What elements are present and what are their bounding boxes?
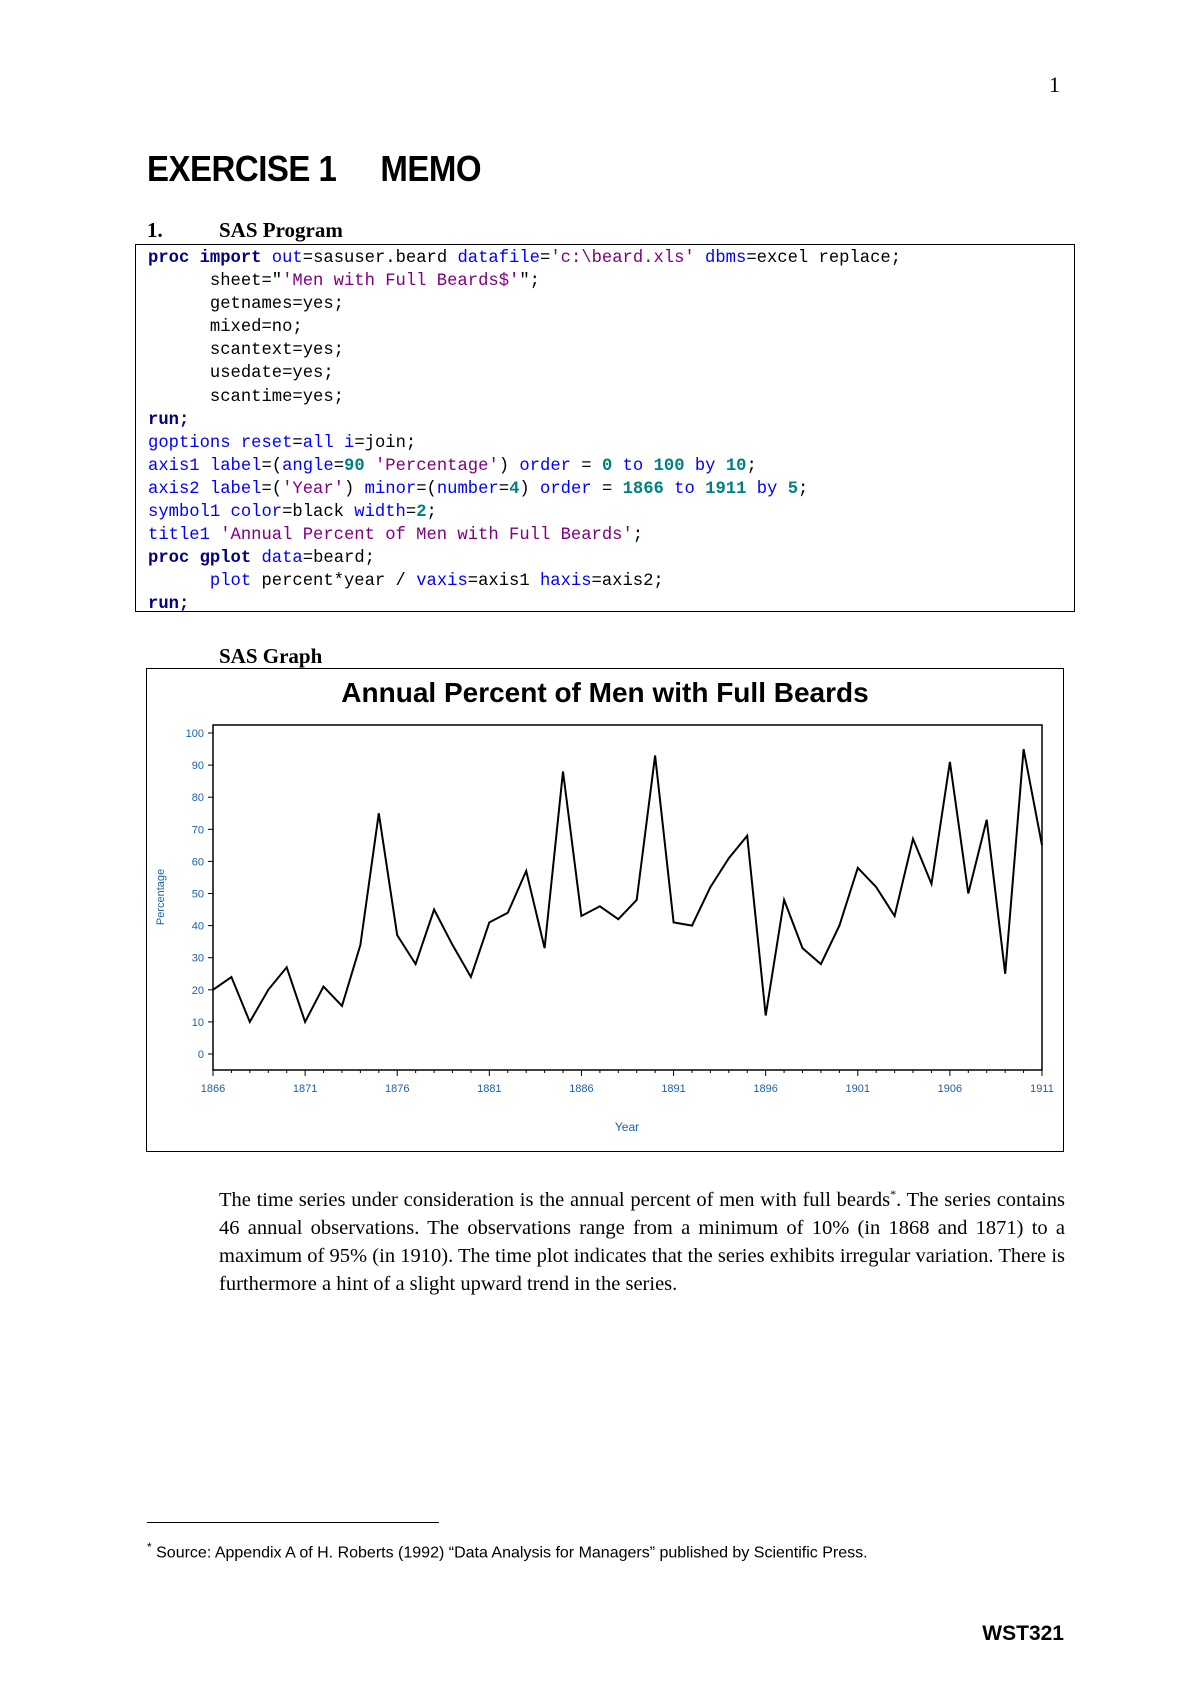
footnote-symbol: * [147,1540,152,1554]
y-tick-label: 50 [191,888,204,901]
code-line-9: goptions reset=all i=join; [148,433,417,453]
code-line-5: scantext=yes; [148,341,344,361]
exercise-heading [147,148,481,190]
page-number: 1 [1049,72,1060,97]
code-line-7: scantime=yes; [148,387,344,407]
y-tick-label: 60 [191,856,204,869]
code-line-15: plot percent*year / vaxis=axis1 haxis=axis2; [148,572,664,592]
sas-graph-label: SAS Graph [219,644,323,668]
y-tick-label: 80 [191,792,204,805]
x-tick-label: 1891 [661,1083,686,1095]
x-axis-label: Year [614,1120,640,1134]
y-tick-label: 0 [197,1049,204,1061]
course-code: WST321 [982,1622,1064,1645]
sas-code-box [135,244,1075,615]
x-tick-label: 1866 [200,1083,226,1095]
x-tick-label: 1871 [292,1083,318,1095]
section-number: 1. [147,218,163,242]
description-paragraph [219,1180,1065,1298]
sas-graph-frame [146,668,1064,1152]
code-line-8: run; [148,410,190,430]
footnote-marker: * [890,1187,897,1201]
footnote-text: Source: Appendix A of H. Roberts (1992) “Data Analysis for Managers” published by Scientific Press. [151,1544,868,1562]
footnote [147,1540,868,1562]
x-tick-label: 1901 [845,1083,871,1095]
sas-code [148,247,1074,617]
y-tick-label: 90 [191,760,204,773]
x-tick-label: 1911 [1030,1083,1054,1095]
heading-part2: MEMO [380,148,482,189]
footnote-divider [147,1522,439,1523]
code-line-12: symbol1 color=black width=2; [148,503,437,523]
y-axis [186,728,213,1061]
code-line-2: sheet="'Men with Full Beards$'"; [148,272,540,292]
x-tick-label: 1906 [937,1083,963,1095]
paragraph-text-1: The time series under consideration is the annual percent of men with full beards [219,1188,891,1211]
y-tick-label: 70 [191,824,204,837]
code-line-10: axis1 label=(angle=90 'Percentage') order = 0 to 100 by 10; [148,456,757,476]
paragraph-text-2: . The series contains 46 annual observations. The observations range from a minimum of 10% (in 1868 and 1871) to a maximum of 95% (in 1910). The time plot indicates that the series exhibits irregular variation. There is furthermore a hint of a slight upward trend in the series. [219,1188,1066,1295]
series-line [213,749,1042,1022]
code-line-11: axis2 label=('Year') minor=(number=4) order = 1866 to 1911 by 5; [148,479,809,499]
y-tick-label: 20 [191,984,204,997]
code-line-14: proc gplot data=beard; [148,549,375,569]
x-tick-label: 1881 [477,1083,502,1095]
heading-part1: EXERCISE 1 [147,148,337,189]
x-tick-label: 1886 [569,1083,594,1095]
code-line-1: proc import out=sasuser.beard datafile='c:\beard.xls' dbms=excel replace; [148,249,902,268]
x-tick-label: 1896 [753,1083,778,1095]
chart-title: Annual Percent of Men with Full Beards [341,677,869,708]
code-line-3: getnames=yes; [148,295,344,315]
y-axis-label: Percentage [155,868,167,926]
y-tick-label: 10 [191,1016,204,1029]
y-tick-label: 30 [191,952,204,965]
x-tick-label: 1876 [384,1083,410,1095]
section-1-heading [147,218,343,243]
line-chart [147,669,1062,1150]
plot-frame [213,725,1042,1070]
y-tick-label: 40 [191,920,204,933]
section-title: SAS Program [219,218,343,242]
code-line-6: usedate=yes; [148,364,334,384]
code-line-4: mixed=no; [148,318,303,338]
x-axis [201,1070,1054,1095]
code-line-16: run; [148,595,190,615]
code-line-13: title1 'Annual Percent of Men with Full Beards'; [148,526,644,546]
series-group [213,749,1042,1022]
y-tick-label: 100 [185,728,204,740]
